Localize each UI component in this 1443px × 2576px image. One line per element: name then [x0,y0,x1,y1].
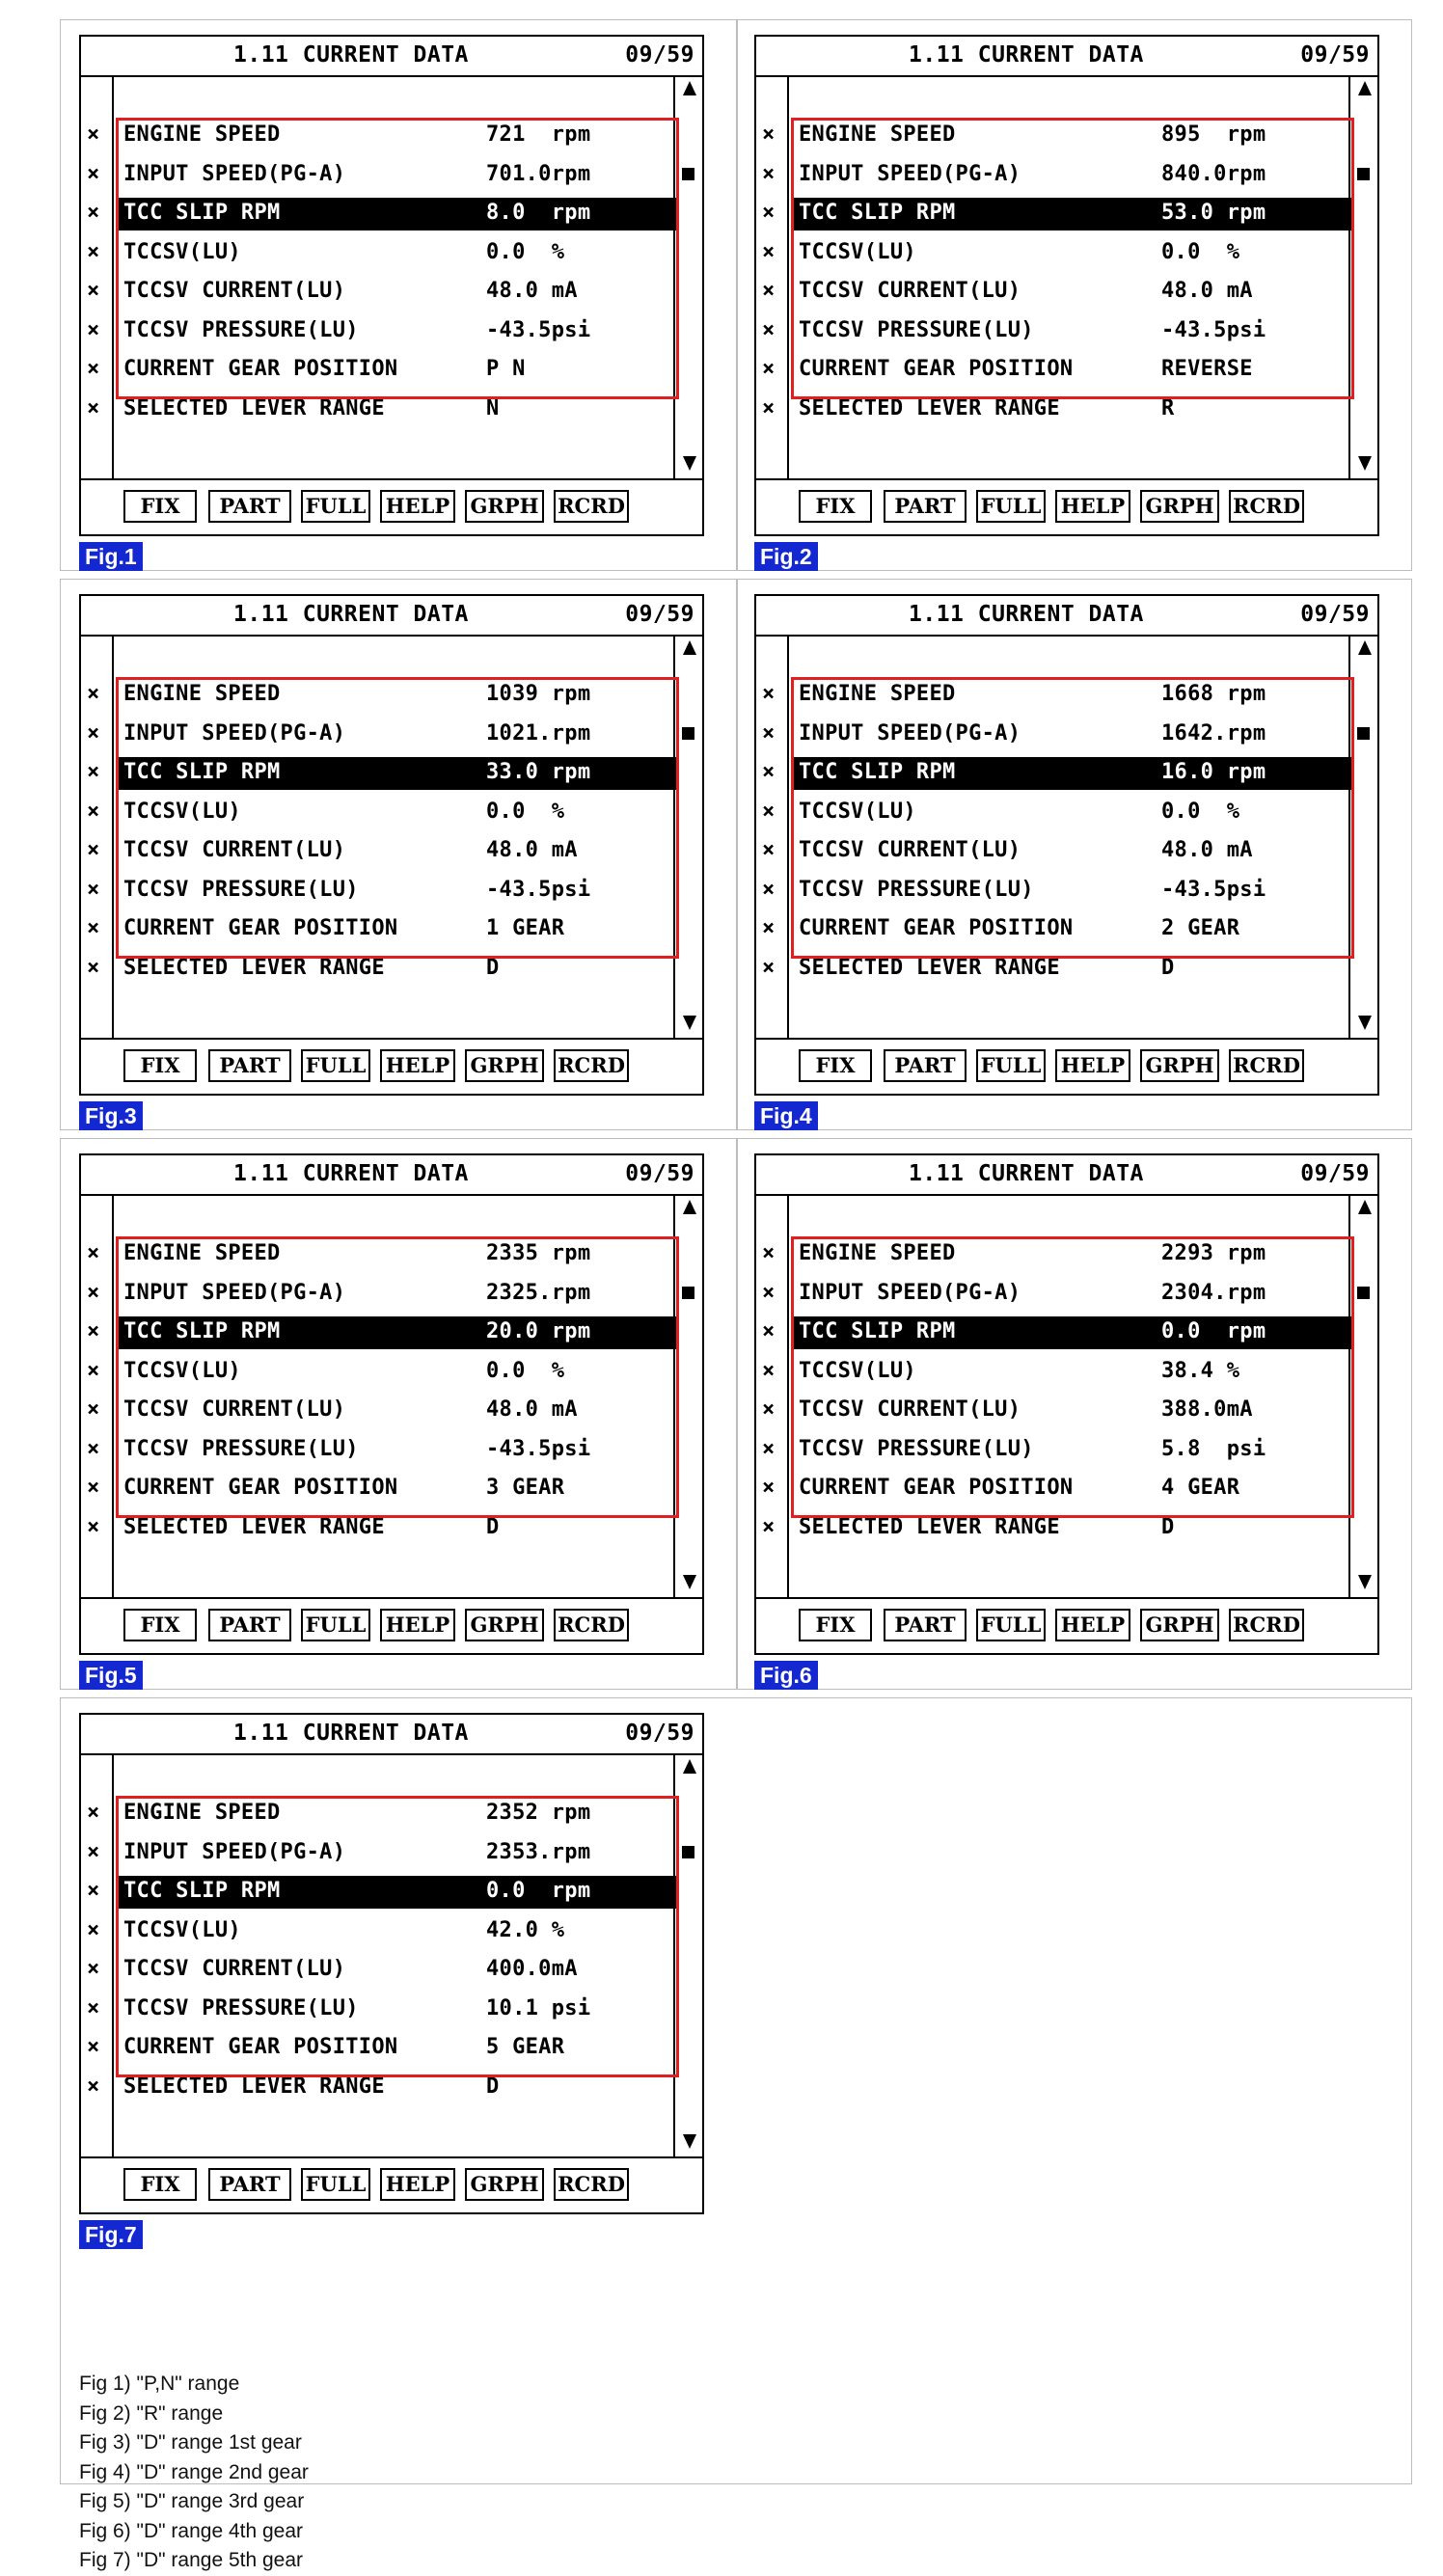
function-button[interactable]: FULL [976,1049,1046,1082]
function-button[interactable]: PART [884,490,967,523]
data-item-value: 33.0 rpm [486,760,591,784]
fix-marker-icon[interactable]: × [87,1397,100,1422]
fix-marker-icon[interactable]: × [87,1917,100,1942]
data-item-name: TCCSV CURRENT(LU) [123,279,346,303]
data-item-value: 2304.rpm [1161,1280,1266,1305]
function-button[interactable]: GRPH [1140,490,1219,523]
data-item-name: CURRENT GEAR POSITION [799,1476,1074,1500]
fix-marker-icon[interactable]: × [762,955,776,980]
data-item-name: INPUT SPEED(PG-A) [123,720,346,746]
data-item-value: 0.0 % [1161,239,1240,264]
data-item-name: SELECTED LEVER RANGE [799,1514,1060,1539]
data-item-value: 0.0 rpm [1161,1319,1266,1343]
data-item-value: 2 GEAR [1161,916,1240,940]
fix-marker-icon[interactable]: × [87,799,100,824]
data-item-name: TCCSV PRESSURE(LU) [799,877,1034,902]
data-item-value: 840.0rpm [1161,161,1266,186]
function-button[interactable]: GRPH [465,1049,544,1082]
screen-title-bar [756,1155,1377,1196]
function-button[interactable]: FIX [799,1049,872,1082]
screen-title: 1.11 CURRENT DATA [909,602,1144,627]
fix-marker-icon[interactable]: × [87,1957,100,1981]
fix-marker-icon[interactable]: × [762,1514,776,1539]
data-item-value: 20.0 rpm [486,1319,591,1343]
data-item-name: INPUT SPEED(PG-A) [799,1280,1021,1305]
scanner-screen [79,594,704,1096]
fix-marker-icon[interactable]: × [762,317,776,342]
data-item-name: TCCSV CURRENT(LU) [123,838,346,862]
screen-title-bar [81,1155,702,1196]
caption-line: Fig 4) "D" range 2nd gear [79,2460,309,2483]
data-item-name: ENGINE SPEED [123,682,281,706]
data-item-name: SELECTED LEVER RANGE [123,395,385,420]
scanner-screen [754,1153,1379,1655]
function-button[interactable]: FULL [301,2168,370,2201]
function-button[interactable]: PART [884,1049,967,1082]
data-item-name: INPUT SPEED(PG-A) [799,161,1021,186]
function-button[interactable]: GRPH [465,490,544,523]
function-button[interactable]: RCRD [554,490,629,523]
fix-marker-icon[interactable]: × [762,239,776,264]
fix-marker-icon[interactable]: × [87,1514,100,1539]
fix-marker-icon[interactable]: × [762,395,776,420]
data-item-name: TCCSV(LU) [799,799,916,824]
fix-marker-icon[interactable]: × [87,760,100,784]
fix-marker-icon[interactable]: × [762,1436,776,1461]
function-button[interactable]: FIX [799,490,872,523]
scanner-screen [79,1153,704,1655]
data-item-name: TCCSV CURRENT(LU) [799,838,1021,862]
annotation-highlight-box [116,1236,679,1518]
screen-title: 1.11 CURRENT DATA [233,1161,469,1186]
data-item-name: TCCSV(LU) [123,1917,241,1942]
fix-marker-icon[interactable]: × [762,760,776,784]
page-counter: 09/59 [625,1161,694,1186]
data-item-value: D [486,1514,500,1539]
data-item-name: INPUT SPEED(PG-A) [123,161,346,186]
data-item-name: CURRENT GEAR POSITION [123,916,398,940]
annotation-highlight-box [116,1796,679,2077]
data-item-name: ENGINE SPEED [123,122,281,147]
fix-marker-icon[interactable]: × [762,682,776,706]
data-item-value: REVERSE [1161,357,1253,381]
data-item-name: TCC SLIP RPM [123,760,281,784]
data-item-name: CURRENT GEAR POSITION [799,916,1074,940]
data-item-name: SELECTED LEVER RANGE [799,955,1060,980]
data-item-value: 388.0mA [1161,1397,1253,1422]
scroll-up-arrow-icon[interactable] [1358,1200,1372,1214]
data-item-value: 2293 rpm [1161,1241,1266,1265]
function-button[interactable]: FULL [976,1609,1046,1641]
fix-marker-icon[interactable]: × [87,1839,100,1864]
data-item-value: 48.0 mA [486,1397,578,1422]
function-button[interactable]: RCRD [554,2168,629,2201]
data-item-value: 5.8 psi [1161,1436,1266,1461]
data-item-name: ENGINE SPEED [799,122,956,147]
function-key-bar [81,1597,702,1653]
data-item-name: TCCSV(LU) [123,799,241,824]
data-item-value: 2353.rpm [486,1839,591,1864]
data-item-value: 0.0 rpm [486,1879,591,1903]
function-key-bar [756,1597,1377,1653]
function-button[interactable]: FULL [301,1049,370,1082]
screen-title: 1.11 CURRENT DATA [909,42,1144,68]
fix-marker-icon[interactable]: × [87,201,100,225]
function-button[interactable]: RCRD [554,1609,629,1641]
data-item-value: 3 GEAR [486,1476,565,1500]
scrollbar-thumb[interactable] [682,1846,694,1858]
data-item-name: ENGINE SPEED [799,682,956,706]
screen-title-bar [81,596,702,637]
function-button[interactable]: FULL [976,490,1046,523]
scroll-down-arrow-icon[interactable] [1358,456,1372,471]
function-button[interactable]: FIX [123,2168,197,2201]
fix-marker-icon[interactable]: × [762,1397,776,1422]
data-item-name: TCC SLIP RPM [123,1879,281,1903]
function-button[interactable]: PART [208,1609,291,1641]
data-item-name: TCC SLIP RPM [799,760,956,784]
fix-marker-icon[interactable]: × [87,1801,100,1825]
data-item-value: -43.5psi [486,877,591,902]
data-item-value: 0.0 % [486,1358,565,1383]
fix-marker-icon[interactable]: × [87,2035,100,2059]
data-item-value: 701.0rpm [486,161,591,186]
fix-marker-icon[interactable]: × [87,1280,100,1305]
fix-marker-icon[interactable]: × [87,239,100,264]
data-item-value: -43.5psi [1161,317,1266,342]
function-button[interactable]: FIX [799,1609,872,1641]
scrollbar-thumb[interactable] [1357,168,1370,180]
function-button[interactable]: GRPH [465,1609,544,1641]
figure-label: Fig.7 [79,2220,143,2249]
data-item-name: TCCSV PRESSURE(LU) [799,1436,1034,1461]
caption-line: Fig 6) "D" range 4th gear [79,2519,304,2542]
fix-marker-icon[interactable]: × [762,1476,776,1500]
data-item-name: SELECTED LEVER RANGE [123,955,385,980]
data-item-name: CURRENT GEAR POSITION [799,357,1074,381]
scrollbar-thumb[interactable] [1357,1287,1370,1299]
screen-title-bar [756,596,1377,637]
function-button[interactable]: PART [208,2168,291,2201]
function-button[interactable]: HELP [1055,1049,1130,1082]
data-item-name: TCCSV PRESSURE(LU) [123,877,359,902]
fix-marker-icon[interactable]: × [87,1358,100,1383]
data-item-name: INPUT SPEED(PG-A) [123,1280,346,1305]
data-item-name: CURRENT GEAR POSITION [123,1476,398,1500]
figure-label: Fig.6 [754,1661,818,1690]
fix-marker-icon[interactable]: × [87,357,100,381]
data-item-name: TCCSV CURRENT(LU) [799,1397,1021,1422]
function-button[interactable]: FIX [123,1049,197,1082]
data-item-value: 38.4 % [1161,1358,1240,1383]
screen-title: 1.11 CURRENT DATA [233,42,469,68]
data-item-value: D [486,2074,500,2099]
figure-captions [79,2370,309,2576]
scroll-down-arrow-icon[interactable] [1358,1575,1372,1589]
scrollbar-thumb[interactable] [682,727,694,740]
annotation-highlight-box [116,118,679,399]
scroll-down-arrow-icon[interactable] [683,456,696,471]
data-item-value: 2335 rpm [486,1241,591,1265]
function-button[interactable]: GRPH [1140,1609,1219,1641]
caption-line: Fig 3) "D" range 1st gear [79,2431,302,2454]
fix-marker-icon[interactable]: × [87,317,100,342]
fix-marker-icon[interactable]: × [762,201,776,225]
scroll-up-arrow-icon[interactable] [1358,640,1372,655]
data-item-value: 1021.rpm [486,720,591,746]
function-button[interactable]: RCRD [1229,1049,1304,1082]
fix-marker-icon[interactable]: × [87,279,100,303]
fix-marker-icon[interactable]: × [87,916,100,940]
scroll-up-arrow-icon[interactable] [683,640,696,655]
data-item-value: R [1161,395,1175,420]
data-item-value: 48.0 mA [486,838,578,862]
data-item-name: ENGINE SPEED [123,1241,281,1265]
data-item-name: TCC SLIP RPM [799,1319,956,1343]
fix-marker-icon[interactable]: × [762,122,776,147]
scroll-down-arrow-icon[interactable] [683,2134,696,2149]
page-counter: 09/59 [625,42,694,68]
fix-marker-icon[interactable]: × [762,1280,776,1305]
function-button[interactable]: HELP [380,1609,455,1641]
fix-marker-icon[interactable]: × [87,122,100,147]
data-item-name: CURRENT GEAR POSITION [123,2035,398,2059]
data-item-value: 16.0 rpm [1161,760,1266,784]
function-button[interactable]: HELP [380,1049,455,1082]
function-button[interactable]: RCRD [554,1049,629,1082]
fix-marker-icon[interactable]: × [87,720,100,746]
data-item-value: -43.5psi [486,317,591,342]
function-key-bar [81,478,702,534]
data-item-value: 0.0 % [486,799,565,824]
data-item-name: TCCSV PRESSURE(LU) [123,317,359,342]
column-divider-row-1 [736,19,738,571]
data-item-value: D [1161,955,1175,980]
annotation-highlight-box [791,677,1354,959]
scroll-up-arrow-icon[interactable] [1358,81,1372,95]
scanner-screen [79,35,704,536]
function-button[interactable]: FULL [301,490,370,523]
page-counter: 09/59 [1300,602,1370,627]
fix-marker-icon[interactable]: × [87,838,100,862]
column-divider-row-3 [736,1138,738,1690]
fix-marker-icon[interactable]: × [87,877,100,902]
fix-marker-icon[interactable]: × [762,720,776,746]
page-counter: 09/59 [1300,1161,1370,1186]
data-item-value: 1039 rpm [486,682,591,706]
annotation-highlight-box [791,118,1354,399]
data-item-name: ENGINE SPEED [123,1801,281,1825]
fix-marker-icon[interactable]: × [87,955,100,980]
fix-marker-icon[interactable]: × [762,1319,776,1343]
data-item-value: 1 GEAR [486,916,565,940]
fix-marker-icon[interactable]: × [87,161,100,186]
data-item-value: N [486,395,500,420]
scroll-down-arrow-icon[interactable] [683,1016,696,1030]
data-item-name: TCCSV(LU) [799,239,916,264]
data-item-name: TCCSV CURRENT(LU) [123,1397,346,1422]
fix-marker-icon[interactable]: × [762,877,776,902]
data-item-value: 10.1 psi [486,1995,591,2020]
data-item-value: 2325.rpm [486,1280,591,1305]
function-button[interactable]: HELP [1055,490,1130,523]
data-item-value: 721 rpm [486,122,591,147]
screen-title-bar [756,37,1377,77]
figure-label: Fig.4 [754,1101,818,1130]
data-item-value: 400.0mA [486,1957,578,1981]
data-item-name: TCC SLIP RPM [123,1319,281,1343]
figure-label: Fig.5 [79,1661,143,1690]
scroll-up-arrow-icon[interactable] [683,1759,696,1774]
data-item-name: TCCSV PRESSURE(LU) [123,1995,359,2020]
fix-marker-icon[interactable]: × [87,1436,100,1461]
function-key-bar [81,1038,702,1094]
data-item-name: TCCSV(LU) [799,1358,916,1383]
fix-marker-icon[interactable]: × [762,916,776,940]
data-item-name: INPUT SPEED(PG-A) [123,1839,346,1864]
data-item-value: 4 GEAR [1161,1476,1240,1500]
annotation-highlight-box [116,677,679,959]
function-button[interactable]: RCRD [1229,490,1304,523]
data-item-name: TCCSV CURRENT(LU) [799,279,1021,303]
scanner-screen [754,35,1379,536]
fix-marker-icon[interactable]: × [87,1476,100,1500]
function-button[interactable]: HELP [380,490,455,523]
function-button[interactable]: GRPH [465,2168,544,2201]
fix-marker-icon[interactable]: × [762,1358,776,1383]
scroll-down-arrow-icon[interactable] [683,1575,696,1589]
data-item-name: TCCSV(LU) [123,1358,241,1383]
data-item-name: TCCSV PRESSURE(LU) [799,317,1034,342]
function-button[interactable]: FIX [123,1609,197,1641]
function-button[interactable]: FIX [123,490,197,523]
fix-marker-icon[interactable]: × [762,799,776,824]
data-item-value: D [1161,1514,1175,1539]
scrollbar-thumb[interactable] [682,1287,694,1299]
fix-marker-icon[interactable]: × [762,161,776,186]
annotation-highlight-box [791,1236,1354,1518]
fix-marker-icon[interactable]: × [762,357,776,381]
page-counter: 09/59 [1300,42,1370,68]
fix-marker-icon[interactable]: × [762,838,776,862]
caption-line: Fig 1) "P,N" range [79,2373,240,2395]
fix-marker-icon[interactable]: × [87,1995,100,2020]
data-item-name: TCCSV PRESSURE(LU) [123,1436,359,1461]
screen-title-bar [81,37,702,77]
function-button[interactable]: RCRD [1229,1609,1304,1641]
figure-label: Fig.2 [754,542,818,571]
data-item-name: INPUT SPEED(PG-A) [799,720,1021,746]
data-item-value: 42.0 % [486,1917,565,1942]
page-counter: 09/59 [625,602,694,627]
caption-line: Fig 7) "D" range 5th gear [79,2549,304,2571]
data-item-value: -43.5psi [486,1436,591,1461]
caption-line: Fig 2) "R" range [79,2401,224,2425]
data-item-value: 2352 rpm [486,1801,591,1825]
screen-title: 1.11 CURRENT DATA [233,602,469,627]
data-item-value: 0.0 % [1161,799,1240,824]
function-button[interactable]: HELP [380,2168,455,2201]
fix-marker-icon[interactable]: × [762,279,776,303]
fix-marker-icon[interactable]: × [87,2074,100,2099]
function-button[interactable]: GRPH [1140,1049,1219,1082]
figure-label: Fig.1 [79,542,143,571]
data-item-value: 1668 rpm [1161,682,1266,706]
data-item-value: D [486,955,500,980]
screen-title-bar [81,1715,702,1755]
function-button[interactable]: PART [208,1049,291,1082]
scroll-up-arrow-icon[interactable] [683,81,696,95]
scanner-screen [754,594,1379,1096]
screen-title: 1.11 CURRENT DATA [909,1161,1144,1186]
function-key-bar [81,2156,702,2212]
figure-label: Fig.3 [79,1101,143,1130]
scanner-screen [79,1713,704,2214]
data-item-name: TCCSV CURRENT(LU) [123,1957,346,1981]
data-item-name: TCCSV(LU) [123,239,241,264]
column-divider-row-2 [736,579,738,1130]
data-item-value: 1642.rpm [1161,720,1266,746]
page-counter: 09/59 [625,1721,694,1746]
fix-marker-icon[interactable]: × [762,1241,776,1265]
fix-marker-icon[interactable]: × [87,1879,100,1903]
data-item-name: TCC SLIP RPM [123,201,281,225]
data-item-value: 48.0 mA [486,279,578,303]
data-item-value: 48.0 mA [1161,279,1253,303]
scrollbar-thumb[interactable] [1357,727,1370,740]
data-item-value: P N [486,357,526,381]
function-key-bar [756,1038,1377,1094]
function-button[interactable]: PART [884,1609,967,1641]
caption-line: Fig 5) "D" range 3rd gear [79,2490,305,2512]
data-item-name: SELECTED LEVER RANGE [799,395,1060,420]
data-item-name: TCC SLIP RPM [799,201,956,225]
data-item-value: 0.0 % [486,239,565,264]
scroll-down-arrow-icon[interactable] [1358,1016,1372,1030]
function-button[interactable]: FULL [301,1609,370,1641]
data-item-value: 895 rpm [1161,122,1266,147]
data-item-value: 48.0 mA [1161,838,1253,862]
data-item-value: 53.0 rpm [1161,201,1266,225]
data-item-value: -43.5psi [1161,877,1266,902]
fix-marker-icon[interactable]: × [87,395,100,420]
data-item-name: SELECTED LEVER RANGE [123,1514,385,1539]
data-item-value: 5 GEAR [486,2035,565,2059]
data-item-name: CURRENT GEAR POSITION [123,357,398,381]
data-item-name: ENGINE SPEED [799,1241,956,1265]
data-item-name: SELECTED LEVER RANGE [123,2074,385,2099]
fix-marker-icon[interactable]: × [87,682,100,706]
fix-marker-icon[interactable]: × [87,1319,100,1343]
scroll-up-arrow-icon[interactable] [683,1200,696,1214]
fix-marker-icon[interactable]: × [87,1241,100,1265]
screen-title: 1.11 CURRENT DATA [233,1721,469,1746]
function-button[interactable]: PART [208,490,291,523]
data-item-value: 8.0 rpm [486,201,591,225]
scrollbar-thumb[interactable] [682,168,694,180]
function-button[interactable]: HELP [1055,1609,1130,1641]
function-key-bar [756,478,1377,534]
